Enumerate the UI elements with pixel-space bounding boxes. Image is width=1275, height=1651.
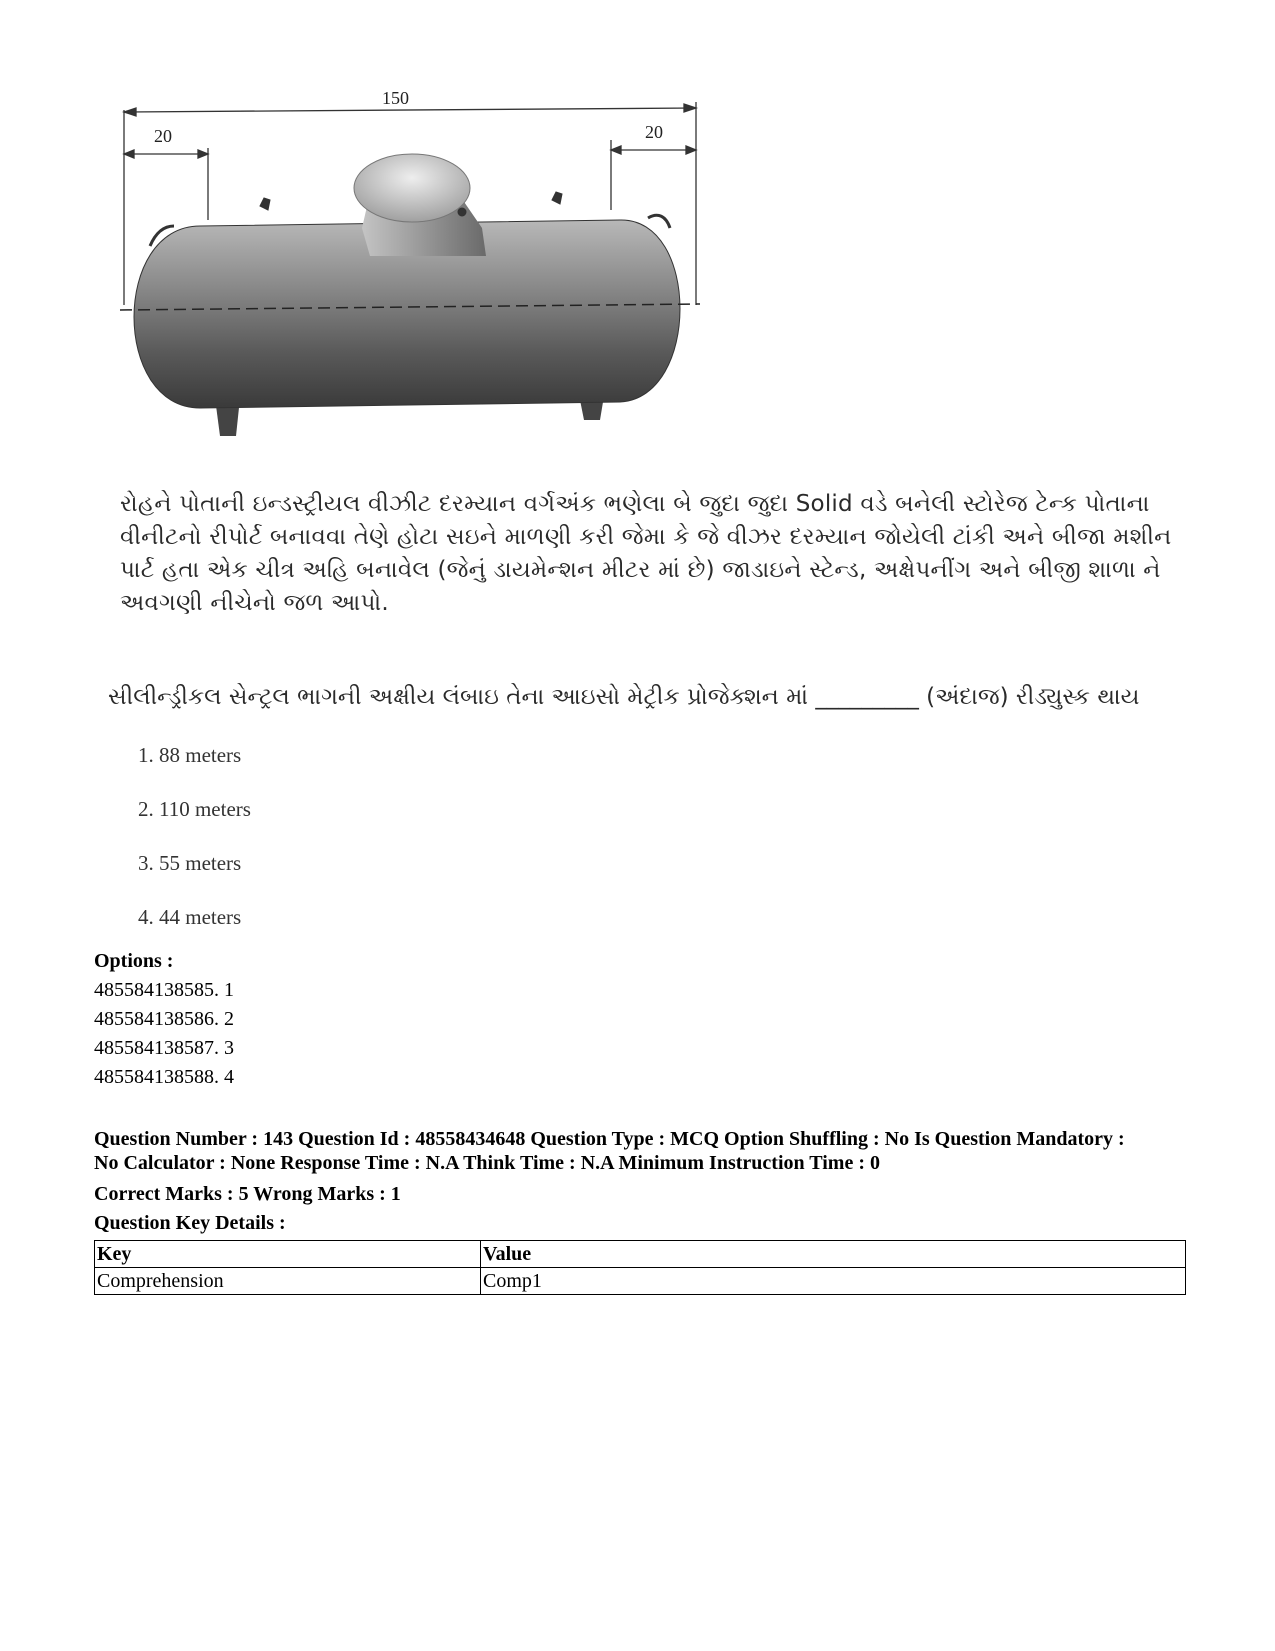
option-id-item: 485584138585. 1	[94, 979, 234, 1001]
table-header-row	[95, 1241, 1186, 1268]
comprehension-passage: રોહને પોતાની ઇન્ડસ્ટ્રીયલ વીઝીટ દરમ્યાન વર્ગઅંક ભણેલા બે જુદા જુદા Solid વડે બનેલી સ્ટોરેજ ટેન્ક પોતાના વીનીટનો રીપોર્ટ બનાવવા તેણે હોટા સઇને માળણી કરી જેમા કે જે વીઝર દરમ્યાન જોયેલી ટાંકી અને બીજા મશીન પાર્ટ હતા એક ચીત્ર અહિ બનાવેલ (જેનું ડાયમેન્શન મીટર માં છે) જાડાઇને સ્ટેન્ડ, અક્ષેપનીંગ અને બીજી શાળા ને અવગણી નીચેનો જળ આપો.	[120, 491, 1172, 616]
tank-figure	[100, 80, 750, 475]
table-row	[95, 1268, 1186, 1295]
tank-diagram	[100, 80, 750, 475]
answer-choice: 4. 44 meters	[138, 905, 242, 929]
options-heading: Options :	[94, 950, 174, 972]
answer-choice: 1. 88 meters	[138, 743, 242, 767]
answer-choice: 2. 110 meters	[138, 797, 251, 821]
question-metadata	[94, 1127, 1204, 1175]
option-id-item: 485584138588. 4	[94, 1066, 234, 1088]
question-metadata-line: Question Number : 143 Question Id : 48558434648 Question Type : MCQ Option Shuffling : No Is Question Mandatory :	[94, 1128, 1125, 1150]
question-text-after: (અંદાજ) રીડ્યુસ્ક થાય	[926, 684, 1140, 710]
question-text-before: સીલીન્ડ્રીકલ સેન્ટ્રલ ભાગની અક્ષીય લંબાઇ તેના આઇસો મેટ્રીક પ્રોજેક્શન માં	[108, 684, 809, 710]
dimension-left-label: 20	[154, 126, 172, 146]
question-metadata-line: No Calculator : None Response Time : N.A Think Time : N.A Minimum Instruction Time : 0	[94, 1152, 880, 1174]
option-id-list	[94, 976, 234, 1092]
dimension-right-label: 20	[645, 122, 663, 142]
marks-info: Correct Marks : 5 Wrong Marks : 1	[94, 1183, 401, 1205]
dimension-total-label: 150	[382, 88, 409, 108]
key-details-table	[94, 1240, 1186, 1295]
question-blank: _________	[815, 684, 919, 710]
answer-choices	[138, 740, 251, 956]
table-header-cell: Value	[481, 1241, 1186, 1268]
tank-dome	[354, 154, 470, 222]
table-cell: Comp1	[481, 1268, 1186, 1295]
option-id-item: 485584138586. 2	[94, 1008, 234, 1030]
key-details-heading: Question Key Details :	[94, 1212, 286, 1234]
table-header-cell: Key	[95, 1241, 481, 1268]
option-id-item: 485584138587. 3	[94, 1037, 234, 1059]
question-text	[108, 682, 1208, 712]
table-cell: Comprehension	[95, 1268, 481, 1295]
answer-choice: 3. 55 meters	[138, 851, 242, 875]
